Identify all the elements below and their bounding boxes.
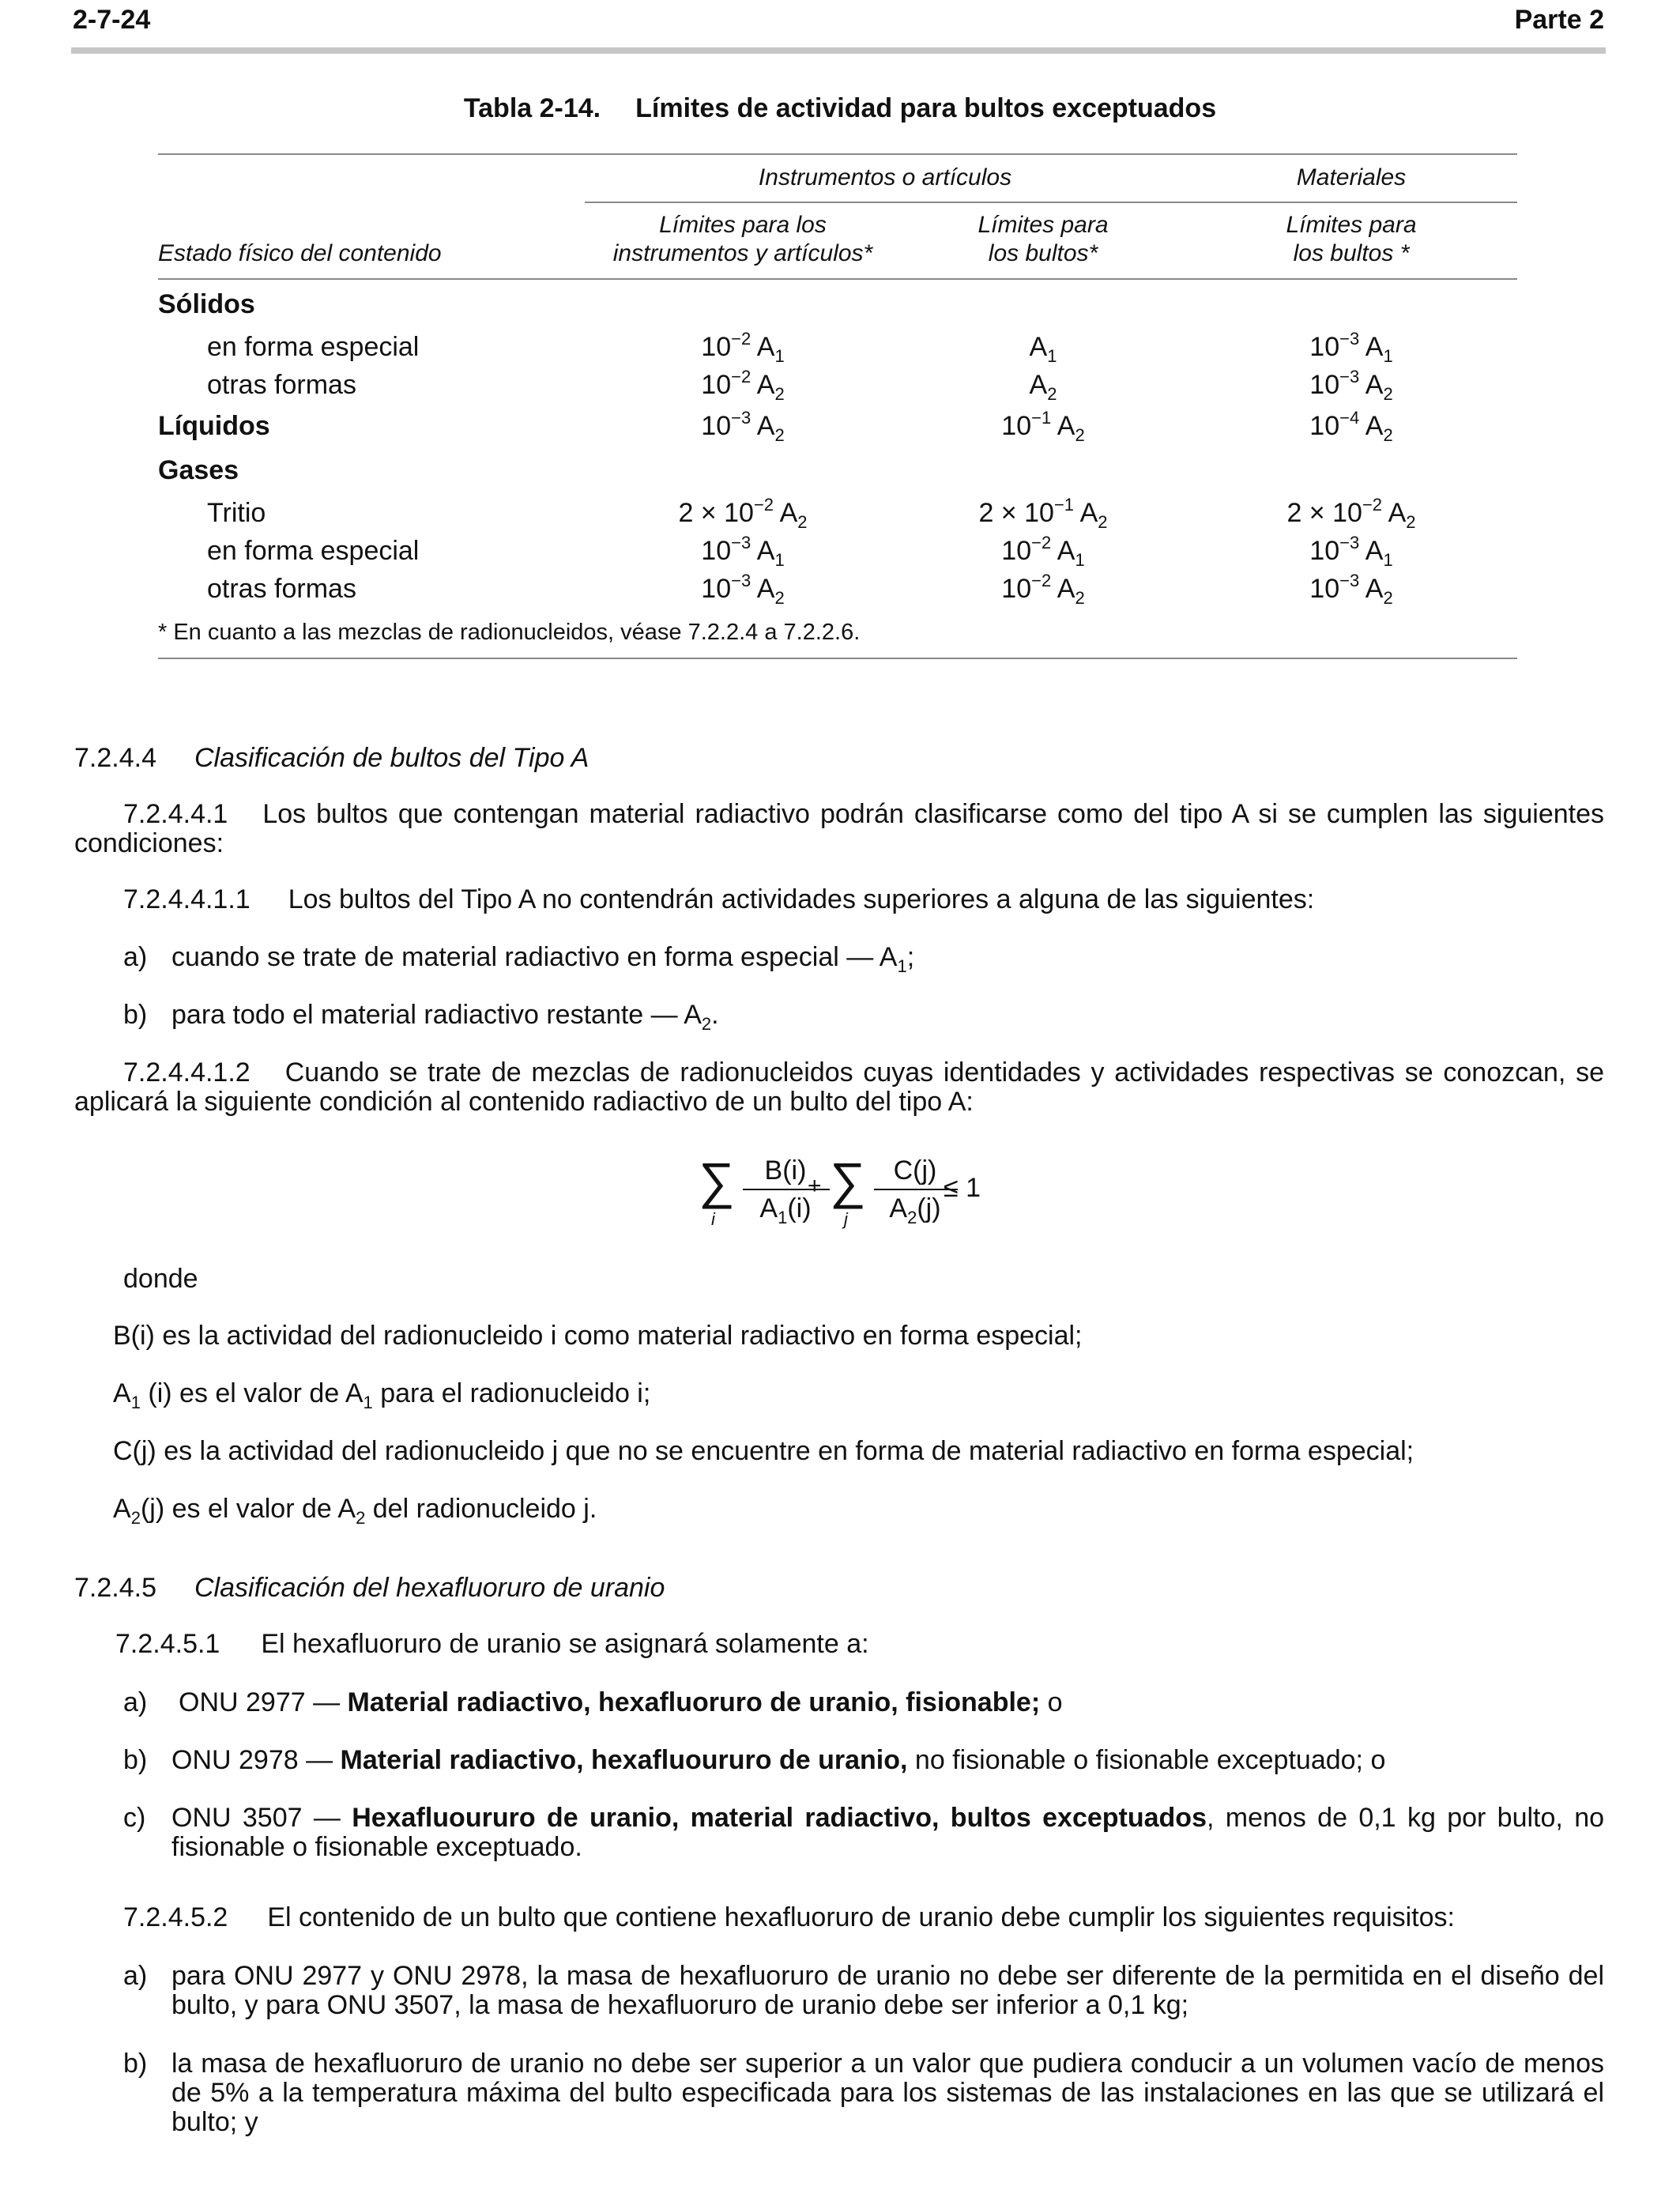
plus-sign: + bbox=[808, 1173, 822, 1199]
table-cell: $10^{-3}$ $A_1$ bbox=[701, 533, 785, 570]
col-header-3-line1: Límites para bbox=[1286, 212, 1417, 238]
paragraph-number: 7.2.4.4.1 bbox=[123, 799, 228, 829]
den-arg: (i) bbox=[787, 1193, 812, 1223]
section-number: 7.2.4.5 bbox=[74, 1573, 156, 1603]
definition-a1 bbox=[113, 1379, 1604, 1411]
header-rule bbox=[71, 47, 1606, 54]
donde-label: donde bbox=[123, 1264, 198, 1294]
list-label: b) bbox=[123, 1000, 148, 1030]
col-header-2-line2: los bultos* bbox=[988, 240, 1098, 266]
list-item bbox=[123, 1804, 1604, 1867]
table-bottom-rule bbox=[158, 658, 1517, 659]
page-number: 2-7-24 bbox=[73, 5, 151, 35]
section-number: 7.2.4.4 bbox=[74, 743, 156, 773]
table-cell: $10^{-2}$ $A_1$ bbox=[701, 329, 785, 366]
paragraph-number: 7.2.4.4.1.2 bbox=[123, 1057, 250, 1088]
list-item bbox=[123, 1688, 1604, 1751]
table-row-label: Líquidos bbox=[158, 411, 270, 441]
den-sub: 2 bbox=[907, 1208, 917, 1227]
numerator-1: B(i) bbox=[764, 1155, 807, 1186]
den-letter: A bbox=[759, 1193, 778, 1223]
table-cell: $2 \times 10^{-2}$ $A_2$ bbox=[1286, 495, 1416, 532]
mixture-formula bbox=[687, 1152, 1019, 1242]
table-row-label: Gases bbox=[158, 455, 239, 485]
table-cell: $10^{-3}$ $A_2$ bbox=[1309, 367, 1393, 404]
list-item bbox=[123, 2049, 1604, 2144]
paragraph-number: 7.2.4.5.1 bbox=[115, 1629, 220, 1659]
paragraph-number: 7.2.4.5.2 bbox=[123, 1902, 228, 1932]
list-text: para todo el material radiactivo restante — A bbox=[171, 1000, 702, 1030]
leq-one: ≤ 1 bbox=[944, 1173, 981, 1203]
definition-b: B(i) es la actividad del radionucleido i como material radiactivo en forma especial; bbox=[113, 1321, 1083, 1351]
table-cell: $2 \times 10^{-1}$ $A_2$ bbox=[978, 495, 1108, 532]
table-footnote: * En cuanto a las mezclas de radionucleidos, véase 7.2.2.4 a 7.2.2.6. bbox=[158, 620, 861, 645]
table-cell: $10^{-3}$ $A_2$ bbox=[1309, 571, 1393, 608]
table-cell: $10^{-4}$ $A_2$ bbox=[1309, 408, 1393, 445]
def-text: A bbox=[113, 1378, 131, 1408]
definition-a2 bbox=[113, 1495, 1604, 1526]
def-text: (i) es el valor de A bbox=[140, 1378, 363, 1408]
definition-c: C(j) es la actividad del radionucleido j que no se encuentre en forma de material radiactivo en forma especial; bbox=[113, 1436, 1414, 1466]
col-header-3-line2: los bultos * bbox=[1293, 240, 1410, 266]
table-cell: $A_1$ bbox=[1029, 332, 1057, 366]
paragraph-text: El contenido de un bulto que contiene hexafluoruro de uranio debe cumplir los siguientes requisitos: bbox=[267, 1902, 1455, 1932]
list-end: ; bbox=[906, 942, 915, 972]
paragraph-text: El hexafluoruro de uranio se asignará solamente a: bbox=[261, 1629, 869, 1659]
table-cell: $10^{-3}$ $A_1$ bbox=[1309, 329, 1393, 366]
list-text: cuando se trate de material radiactivo en forma especial — A bbox=[171, 942, 898, 972]
table-cell: $10^{-2}$ $A_2$ bbox=[701, 367, 785, 404]
sum-symbol: ∑ bbox=[830, 1152, 866, 1209]
list-text: la masa de hexafluoruro de uranio no debe ser superior a un valor que pudiera conducir a un volumen vacío de menos de 5% a la temperatura máxima del bulto especificada para los sistemas de las instalaciones en las que se utilizará el bulto; y bbox=[171, 2049, 1604, 2137]
list-item bbox=[123, 943, 1604, 974]
table-row-label: otras formas bbox=[207, 574, 356, 604]
header-bottom-rule bbox=[158, 278, 1517, 280]
paragraph-number: 7.2.4.4.1.1 bbox=[123, 884, 250, 914]
numerator-2: C(j) bbox=[893, 1155, 937, 1186]
den-arg: (j) bbox=[917, 1193, 941, 1223]
list-text: para ONU 2977 y ONU 2978, la masa de hexafluoruro de uranio no debe ser diferente de la permitida en el diseño del bulto, y para ONU 3507, la masa de hexafluoruro de uranio debe ser inferior a 0,1 kg; bbox=[171, 1961, 1604, 2020]
table-cell: $2 \times 10^{-2}$ $A_2$ bbox=[678, 495, 808, 532]
table-row-label: Sólidos bbox=[158, 289, 255, 319]
list-label: a) bbox=[123, 1961, 148, 1991]
subscript: 2 bbox=[701, 1014, 712, 1034]
page-header bbox=[73, 5, 1604, 40]
list-item bbox=[123, 1962, 1604, 2056]
paragraph-724411 bbox=[123, 885, 1604, 914]
table-title bbox=[0, 93, 1680, 124]
table-cell: $10^{-3}$ $A_2$ bbox=[701, 571, 785, 608]
subscript: 1 bbox=[130, 1393, 141, 1412]
index-i: i bbox=[711, 1209, 715, 1229]
subscript: 1 bbox=[897, 956, 907, 976]
table-cell: $A_2$ bbox=[1029, 370, 1057, 404]
subscript: 1 bbox=[363, 1393, 373, 1412]
section-title: Clasificación de bultos del Tipo A bbox=[194, 743, 590, 773]
list-label: a) bbox=[123, 942, 148, 972]
list-end: . bbox=[711, 1000, 719, 1030]
section-title: Clasificación del hexafluoruro de uranio bbox=[194, 1573, 665, 1603]
list-text: ONU 2978 — Material radiactivo, hexafluoururo de uranio, no fisionable o fisionable exceptuado; o bbox=[171, 1745, 1386, 1775]
list-label: b) bbox=[123, 2049, 148, 2079]
den-letter: A bbox=[889, 1193, 908, 1223]
col-header-state: Estado físico del contenido bbox=[158, 240, 442, 266]
sum-symbol: ∑ bbox=[699, 1152, 735, 1209]
group-header-materials: Materiales bbox=[1296, 164, 1407, 190]
col-header-1-line2: instrumentos y artículos* bbox=[612, 240, 873, 266]
index-j: j bbox=[844, 1209, 848, 1229]
paragraph-72451 bbox=[115, 1630, 1604, 1659]
section-heading-7244 bbox=[74, 743, 589, 774]
table-cell: $10^{-2}$ $A_2$ bbox=[1001, 571, 1085, 608]
group-header-instruments: Instrumentos o artículos bbox=[758, 164, 1012, 190]
table-cell: $10^{-3}$ $A_1$ bbox=[1309, 533, 1393, 570]
list-text: ONU 3507 — Hexafluoururo de uranio, material radiactivo, bultos exceptuados, menos de 0,1 kg por bulto, no fisionable o fisionable exceptuado. bbox=[171, 1803, 1605, 1862]
def-text: para el radionucleido i; bbox=[372, 1378, 651, 1408]
table-number: Tabla 2-14. bbox=[463, 93, 601, 123]
list-label: c) bbox=[123, 1803, 146, 1833]
table-cell: $10^{-2}$ $A_1$ bbox=[1001, 533, 1085, 570]
list-item bbox=[123, 1001, 1604, 1032]
subscript: 2 bbox=[356, 1508, 366, 1528]
def-text: A bbox=[113, 1494, 131, 1524]
paragraph-text: Los bultos que contengan material radiactivo podrán clasificarse como del tipo A si se cumplen las siguientes condiciones: bbox=[74, 799, 1604, 858]
list-item bbox=[123, 1746, 1604, 1809]
paragraph-724412 bbox=[74, 1058, 1604, 1117]
col-header-1-line1: Límites para los bbox=[659, 212, 827, 238]
den-sub: 1 bbox=[778, 1208, 788, 1227]
def-text: (j) es el valor de A bbox=[140, 1494, 356, 1524]
table-cell: $10^{-1}$ $A_2$ bbox=[1001, 408, 1085, 445]
section-heading-7245 bbox=[74, 1573, 665, 1604]
list-text: ONU 2977 — Material radiactivo, hexafluoruro de uranio, fisionable; o bbox=[179, 1687, 1063, 1717]
table-row-label: Tritio bbox=[207, 498, 266, 528]
subscript: 2 bbox=[130, 1508, 141, 1528]
table-top-rule bbox=[158, 153, 1517, 155]
table-row-label: otras formas bbox=[207, 370, 356, 400]
table-cell: $10^{-3}$ $A_2$ bbox=[701, 408, 785, 445]
part-label: Parte 2 bbox=[1514, 5, 1604, 35]
group-rule bbox=[585, 202, 1517, 203]
table-caption: Límites de actividad para bultos exceptuados bbox=[635, 93, 1217, 123]
list-label: a) bbox=[123, 1687, 148, 1717]
table-row-label: en forma especial bbox=[207, 332, 420, 362]
table-row-label: en forma especial bbox=[207, 536, 420, 566]
paragraph-72441 bbox=[74, 800, 1604, 858]
col-header-2-line1: Límites para bbox=[977, 212, 1109, 238]
paragraph-text: Los bultos del Tipo A no contendrán actividades superiores a alguna de las siguientes: bbox=[288, 884, 1315, 914]
paragraph-text: Cuando se trate de mezclas de radionucleidos cuyas identidades y actividades respectivas se conozcan, se aplicará la siguiente condición al contenido radiactivo de un bulto del tipo A: bbox=[74, 1057, 1604, 1117]
list-label: b) bbox=[123, 1745, 148, 1775]
paragraph-72452 bbox=[123, 1903, 1604, 1932]
def-text: del radionucleido j. bbox=[365, 1494, 597, 1524]
